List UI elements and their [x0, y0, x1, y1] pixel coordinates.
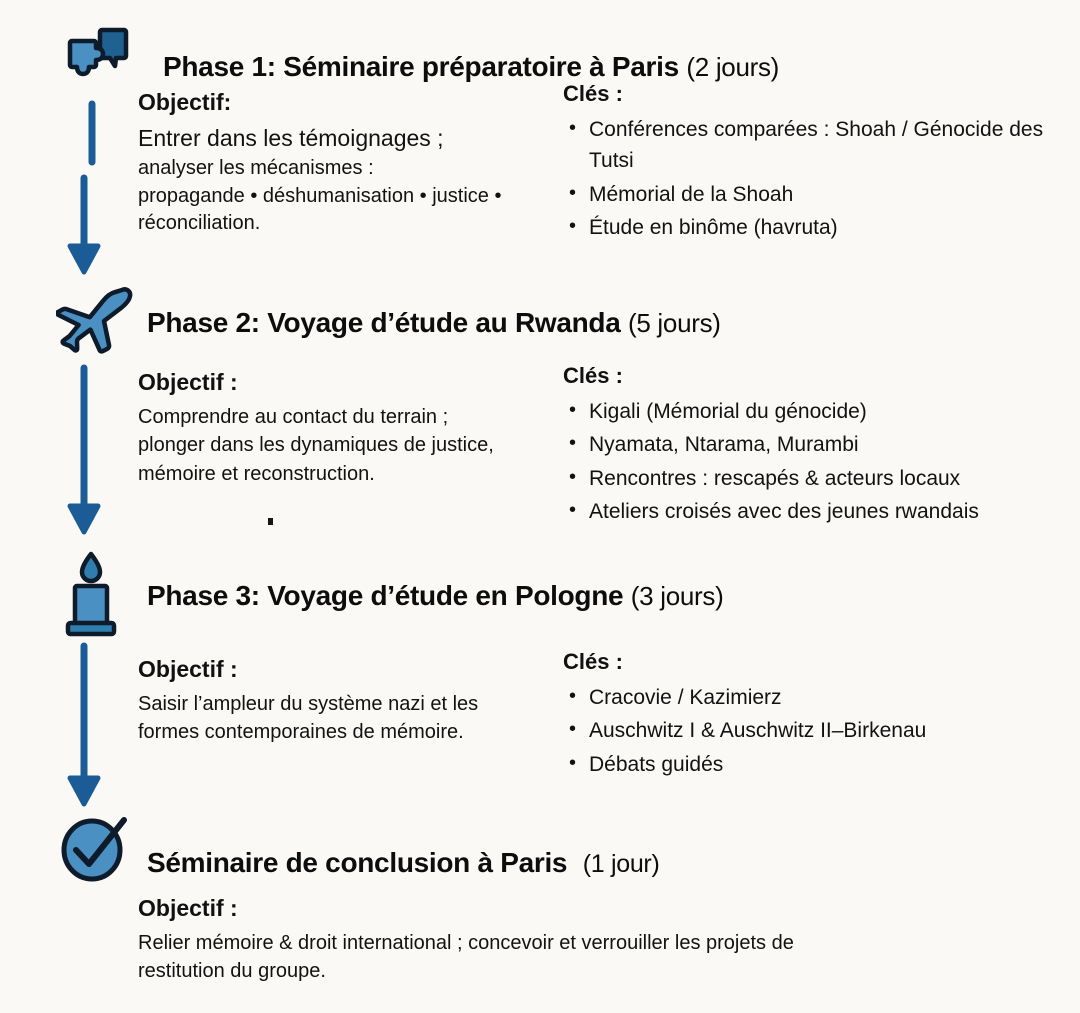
phase-2-objective-block — [138, 368, 538, 488]
objective-lead-1: Entrer dans les témoignages ; — [138, 124, 444, 151]
connector-arrow-3 — [62, 640, 122, 810]
objective-line-4-1: restitution du groupe. — [138, 960, 326, 983]
list-item: • Étude en binôme (havruta) — [563, 212, 1063, 244]
list-item: • Auschwitz I & Auschwitz II–Birkenau — [563, 715, 1063, 747]
phase-title-1-days: (2 jours) — [686, 52, 780, 83]
objective-label-3: Objectif : — [138, 656, 238, 682]
objective-line-1-0: analyser les mécanismes : — [138, 157, 374, 180]
conclusion-title-main: Séminaire de conclusion à Paris — [147, 847, 568, 879]
objective-line-2-1: plonger dans les dynamiques de justice, — [138, 434, 494, 457]
keys-label-2: Clés : — [563, 363, 623, 388]
list-item: • Mémorial de la Shoah — [563, 179, 1063, 211]
objective-line-3-0: Saisir l’ampleur du système nazi et les — [138, 692, 479, 715]
list-item: • Débats guidés — [563, 749, 1063, 781]
list-item: • Kigali (Mémorial du génocide) — [563, 396, 1063, 428]
phase-title-3 — [147, 580, 723, 612]
phase-title-1-main: Phase 1: Séminaire préparatoire à Paris — [163, 51, 679, 83]
phase-1-keys-block — [563, 80, 1063, 246]
connector-arrow-1 — [62, 100, 122, 280]
conclusion-title — [147, 847, 659, 879]
conclusion-objective-block — [138, 894, 968, 986]
objective-label-1: Objectif: — [138, 89, 232, 115]
phase-title-3-days: (3 jours) — [630, 581, 724, 612]
keys-list-3 — [563, 682, 1063, 781]
keys-label-3: Clés : — [563, 649, 623, 674]
puzzle-pieces-icon — [58, 18, 136, 96]
phase-title-1 — [163, 51, 779, 83]
objective-label-4: Objectif : — [138, 895, 238, 921]
keys-list-1 — [563, 114, 1063, 244]
objective-label-2: Objectif : — [138, 369, 238, 395]
list-item: • Cracovie / Kazimierz — [563, 682, 1063, 714]
conclusion-title-days: (1 jour) — [582, 850, 660, 879]
objective-line-2-2: mémoire et reconstruction. — [138, 462, 375, 485]
phase-title-3-main: Phase 3: Voyage d’étude en Pologne — [147, 580, 624, 612]
check-circle-icon — [60, 816, 130, 882]
objective-line-2-0: Comprendre au contact du terrain ; — [138, 405, 449, 428]
list-item: • Conférences comparées : Shoah / Génocide des Tutsi — [563, 114, 1063, 177]
objective-line-4-0: Relier mémoire & droit international ; concevoir et verrouiller les projets de — [138, 931, 794, 954]
list-item: • Rencontres : rescapés & acteurs locaux — [563, 463, 1063, 495]
phase-title-2 — [147, 307, 721, 339]
candle-icon — [60, 550, 122, 638]
phase-title-2-days: (5 jours) — [627, 308, 721, 339]
keys-list-2 — [563, 396, 1063, 528]
phase-1-objective-block — [138, 88, 538, 238]
objective-line-1-1: propagande • déshumanisation • justice • — [138, 184, 502, 207]
phase-title-2-main: Phase 2: Voyage d’étude au Rwanda — [147, 307, 621, 339]
list-item: • Ateliers croisés avec des jeunes rwandais — [563, 496, 1063, 528]
objective-line-1-2: réconciliation. — [138, 212, 261, 235]
connector-arrow-2 — [62, 362, 122, 537]
scan-artifact-mark — [268, 518, 273, 525]
airplane-icon — [56, 284, 136, 356]
list-item: • Nyamata, Ntarama, Murambi — [563, 429, 1063, 461]
keys-label-1: Clés : — [563, 81, 623, 106]
objective-line-3-1: formes contemporaines de mémoire. — [138, 721, 464, 744]
phase-2-keys-block — [563, 362, 1063, 530]
phase-3-objective-block — [138, 655, 538, 747]
phase-3-keys-block — [563, 648, 1063, 782]
